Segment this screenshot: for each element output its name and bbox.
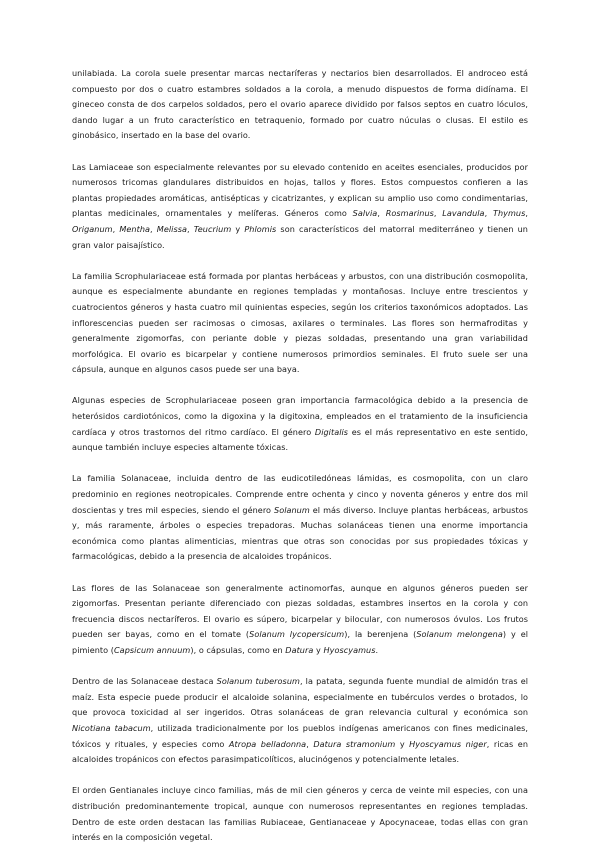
text-run: , (433, 208, 443, 219)
italic-taxon-name: Digitalis (314, 426, 349, 437)
text-run: y (231, 223, 245, 234)
text-run: el más diverso. Incluye plantas herbáceas, arbustos y, más raramente, árboles o especies trepadoras. Muchas solanáceas tienen una enorme importancia económica como plantas alimenticias, mientras que otras son conocidas por sus propiedades tóxicas y farmacológicas, debido a la presencia de alcaloides tropánicos. (72, 504, 528, 562)
text-run: y (313, 644, 324, 655)
text-run: , (187, 223, 194, 234)
text-run: Dentro de las Solanaceae destaca (72, 676, 217, 687)
text-run: La familia Scrophulariaceae está formada por plantas herbáceas y arbustos, con una distribución cosmopolita, aunque es especialmente abundante en regiones templadas y montañosas. Incluye entre trescientos y cuatrocientos géneros y hasta cuatro mil quinientas especies, según los criterios taxonómicos adoptados. Las inflorescencias pueden ser racimosas o cimosas, axilares o terminales. Las flores son hermafroditas y generalmente zigomorfas, con periante doble y piezas soldadas, presentando una gran variabilidad morfológica. El ovario es bicarpelar y contiene numerosos primordios seminales. El fruto suele ser una cápsula, aunque en algunos casos puede ser una baya. (72, 270, 528, 375)
paragraph-lamiaceae-uses (72, 160, 528, 254)
italic-taxon-name: Hyoscyamus (323, 644, 376, 655)
paragraph-lamiaceae-flower (72, 66, 528, 144)
text-run: Las Lamiaceae son especialmente relevantes por su elevado contenido en aceites esenciales, producidos por numerosos tricomas glandulares distribuidos en hojas, tallos y flores. Estos compuestos confieren a las plantas propiedades aromáticas, antisépticas y cicatrizantes, y explican su amplio uso como condimentarias, plantas medicinales, ornamentales y melíferas. Géneros como (72, 161, 528, 219)
text-run: El orden Gentianales incluye cinco familias, más de mil cien géneros y cerca de veinte mil especies, con una distribución predominantemente tropical, aunque con numerosos representantes en regiones templadas. Dentro de este orden destacan las familias Rubiaceae, Gentianaceae y Apocynaceae, todas ellas con gran interés en la composición vegetal. (72, 785, 528, 843)
italic-taxon-name: Solanum (274, 504, 310, 515)
text-run: ) y el pimiento ( (72, 629, 529, 655)
italic-taxon-name: Teucrium (193, 223, 232, 234)
italic-taxon-name: Melissa (156, 223, 187, 234)
text-run: es el más representativo en este sentido, aunque también incluye especies altamente tóxicas. (72, 426, 528, 453)
document-page (72, 66, 528, 861)
text-run: , utilizada tradicionalmente por los pueblos indígenas americanos con fines medicinales, tóxicos y rituales, y especies como (72, 722, 529, 749)
italic-taxon-name: Solanum lycopersicum (249, 629, 345, 640)
italic-taxon-name: Thymus (492, 208, 526, 219)
text-run: ), o cápsulas, como en (190, 644, 286, 655)
italic-taxon-name: Solanum melongena (416, 629, 503, 640)
text-run: , (150, 223, 157, 234)
italic-taxon-name: Rosmarinus (385, 208, 434, 219)
text-run: Algunas especies de Scrophulariaceae poseen gran importancia farmacológica debido a la presencia de heterósidos cardiotónicos, como la digoxina y la digitoxina, empleados en el tratamiento de la insuficiencia cardíaca y otros trastornos del ritmo cardíaco. El género (72, 395, 528, 437)
text-run: Las flores de las Solanaceae son generalmente actinomorfas, aunque en algunos géneros pueden ser zigomorfas. Presentan periante diferenciado con piezas soldadas, estambres insertos en la corola y con frecuencia discos nectaríferos. El ovario es súpero, bicarpelar y bilocular, con numerosos óvulos. Los frutos pueden ser bayas, como en el tomate ( (72, 582, 528, 640)
italic-taxon-name: Atropa belladonna (228, 738, 307, 749)
paragraph-solanaceae-flowers (72, 581, 528, 659)
italic-taxon-name: Lavandula (442, 208, 485, 219)
italic-taxon-name: Salvia (352, 208, 378, 219)
text-run: , (112, 223, 120, 234)
italic-taxon-name: Datura stramonium (313, 738, 396, 749)
text-run: , (306, 738, 314, 749)
text-run: unilabiada. La corola suele presentar marcas nectaríferas y nectarios bien desarrollados. El androceo está compuesto por dos o cuatro estambres soldados a la corola, a menudo dispuestos de forma didínama. El gineceo consta de dos carpelos soldados, pero el ovario aparece dividido por falsos septos en cuatro lóculos, dando lugar a un fruto característico en tetraquenio, formado por cuatro núculas o clusas. El estilo es ginobásico, insertado en la base del ovario. (72, 68, 528, 141)
text-run: y (395, 738, 410, 749)
italic-taxon-name: Hyoscyamus niger (409, 738, 487, 749)
italic-taxon-name: Origanum (72, 223, 113, 234)
text-run: . (375, 644, 379, 655)
paragraph-scrophulariaceae-pharmacology (72, 393, 528, 455)
text-run: , (377, 208, 386, 219)
text-run: , ricas en alcaloides tropánicos con efectos parasimpaticolíticos, alucinógenos y potencialmente letales. (72, 738, 529, 765)
italic-taxon-name: Nicotiana tabacum (72, 722, 151, 733)
paragraph-scrophulariaceae-description (72, 269, 528, 378)
text-run: son característicos del matorral mediterráneo y tienen un gran valor paisajístico. (72, 223, 528, 250)
italic-taxon-name: Mentha (119, 223, 151, 234)
italic-taxon-name: Capsicum annuum (113, 644, 191, 655)
paragraph-solanaceae-description (72, 471, 528, 565)
text-run: La familia Solanaceae, incluida dentro de las eudicotiledóneas lámidas, es cosmopolita, con un claro predominio en regiones neotropicales. Comprende entre ochenta y cinco y noventa géneros y entre dos mil doscientas y tres mil especies, siendo el género (72, 473, 528, 515)
paragraph-solanaceae-species (72, 674, 528, 768)
paragraph-gentianales (72, 783, 528, 845)
text-run: , la patata, segunda fuente mundial de almidón tras el maíz. Esta especie puede producir el alcaloide solanina, especialmente en tubérculos verdes o brotados, lo que provoca toxicidad al ser ingeridos. Otras solanáceas de gran relevancia cultural y económica son (72, 676, 529, 718)
text-run: , (525, 208, 528, 219)
italic-taxon-name: Solanum tuberosum (216, 676, 300, 687)
text-run: , (484, 208, 493, 219)
italic-taxon-name: Datura (285, 644, 314, 655)
text-run: ), la berenjena ( (344, 629, 417, 640)
italic-taxon-name: Phlomis (244, 223, 277, 234)
